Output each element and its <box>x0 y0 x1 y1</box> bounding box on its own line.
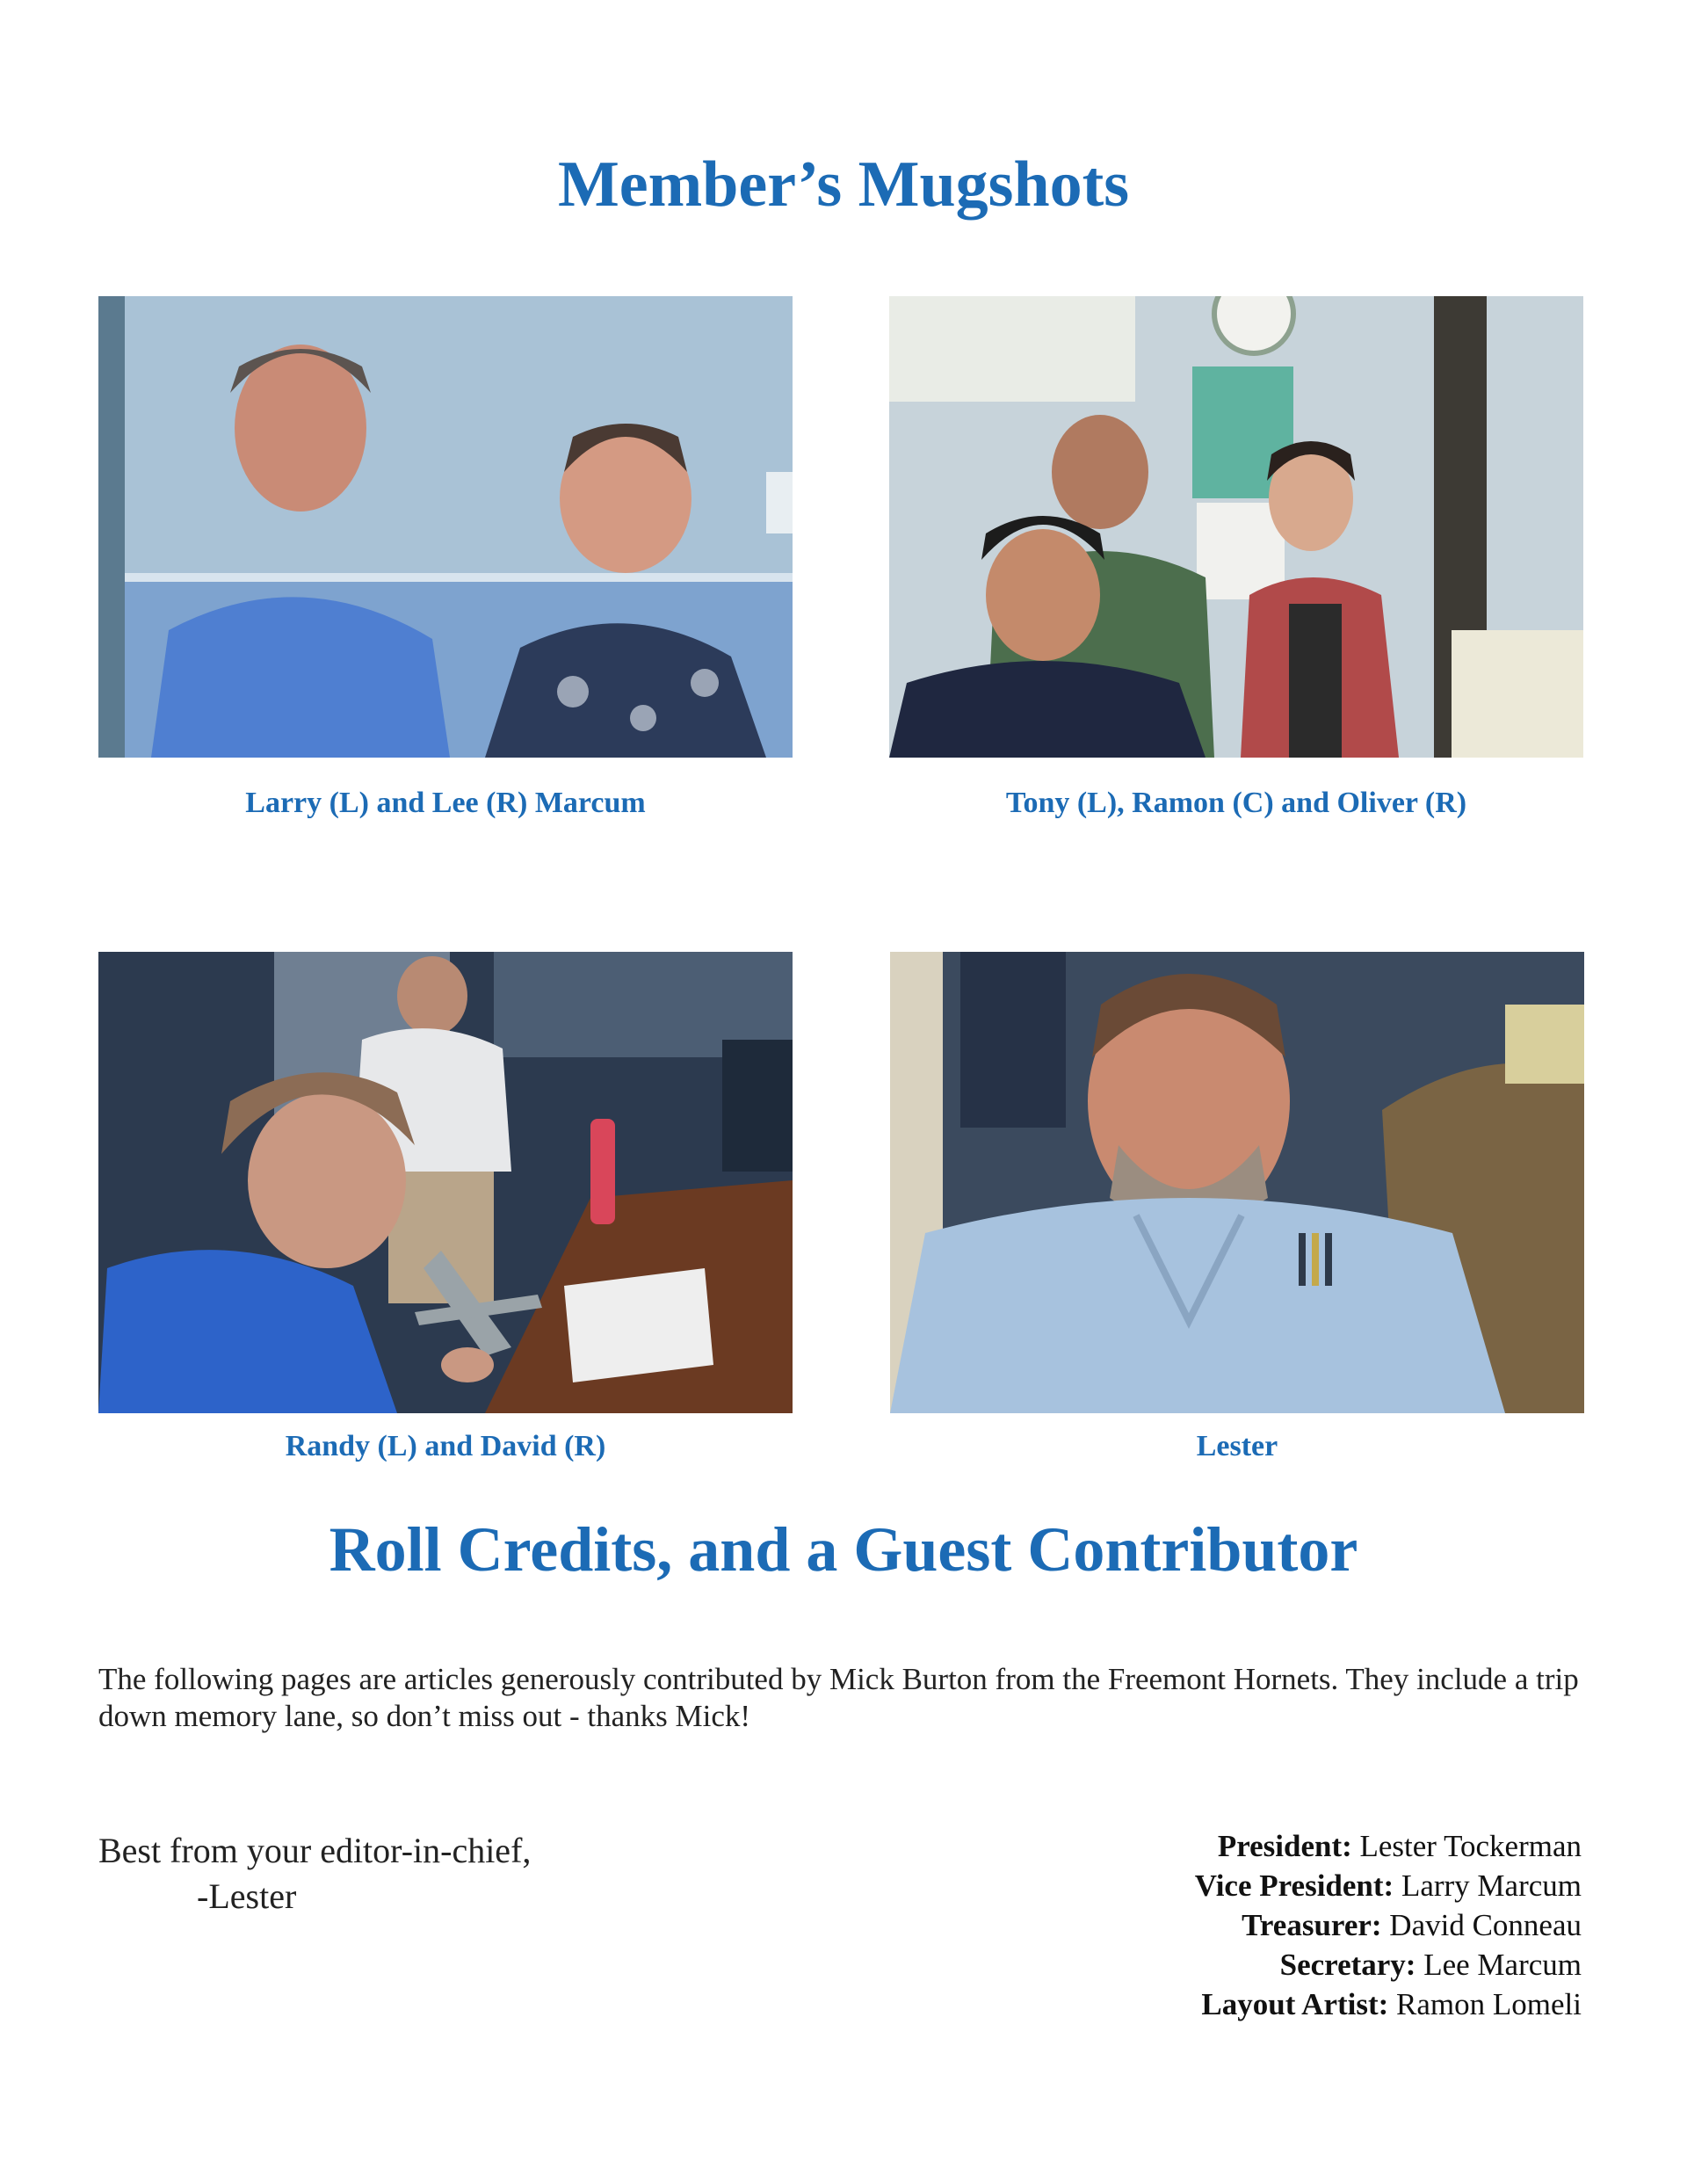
signoff-line: Best from your editor-in-chief, <box>98 1831 532 1870</box>
officer-name: David Conneau <box>1381 1908 1582 1942</box>
signoff <box>98 1828 531 1919</box>
officer-role: Treasurer: <box>1242 1908 1382 1942</box>
officer-row <box>1195 1866 1582 1905</box>
officer-row <box>1195 1826 1582 1866</box>
signoff-signature: -Lester <box>197 1876 297 1916</box>
section-title-credits: Roll Credits, and a Guest Contributor <box>329 1514 1358 1585</box>
photo-larry-lee <box>98 296 793 758</box>
officer-name: Lee Marcum <box>1415 1948 1582 1982</box>
page-title: Member’s Mugshots <box>557 149 1130 221</box>
officer-row <box>1195 1945 1582 1984</box>
intro-paragraph: The following pages are articles generously contributed by Mick Burton from the Freemont Hornets. They include a trip down memory lane, so don’t miss out - thanks Mick! <box>98 1662 1579 1733</box>
photo-tony-ramon-oliver <box>889 296 1583 758</box>
officer-name: Larry Marcum <box>1394 1868 1582 1903</box>
officer-name: Ramon Lomeli <box>1388 1987 1582 2021</box>
photo-randy-david <box>98 952 793 1413</box>
photo-caption: Randy (L) and David (R) <box>285 1430 606 1462</box>
photo-lester <box>890 952 1584 1413</box>
officer-role: President: <box>1217 1829 1352 1863</box>
officers-list <box>1195 1826 1582 2024</box>
photo-caption: Lester <box>1196 1430 1278 1462</box>
photo-caption: Tony (L), Ramon (C) and Oliver (R) <box>1005 787 1467 819</box>
officer-role: Layout Artist: <box>1201 1987 1389 2021</box>
officer-role: Vice President: <box>1194 1868 1394 1903</box>
officer-role: Secretary: <box>1279 1948 1416 1982</box>
officer-row <box>1195 1905 1582 1945</box>
officer-row <box>1195 1984 1582 2024</box>
photo-caption: Larry (L) and Lee (R) Marcum <box>245 787 646 819</box>
officer-name: Lester Tockerman <box>1351 1829 1582 1863</box>
